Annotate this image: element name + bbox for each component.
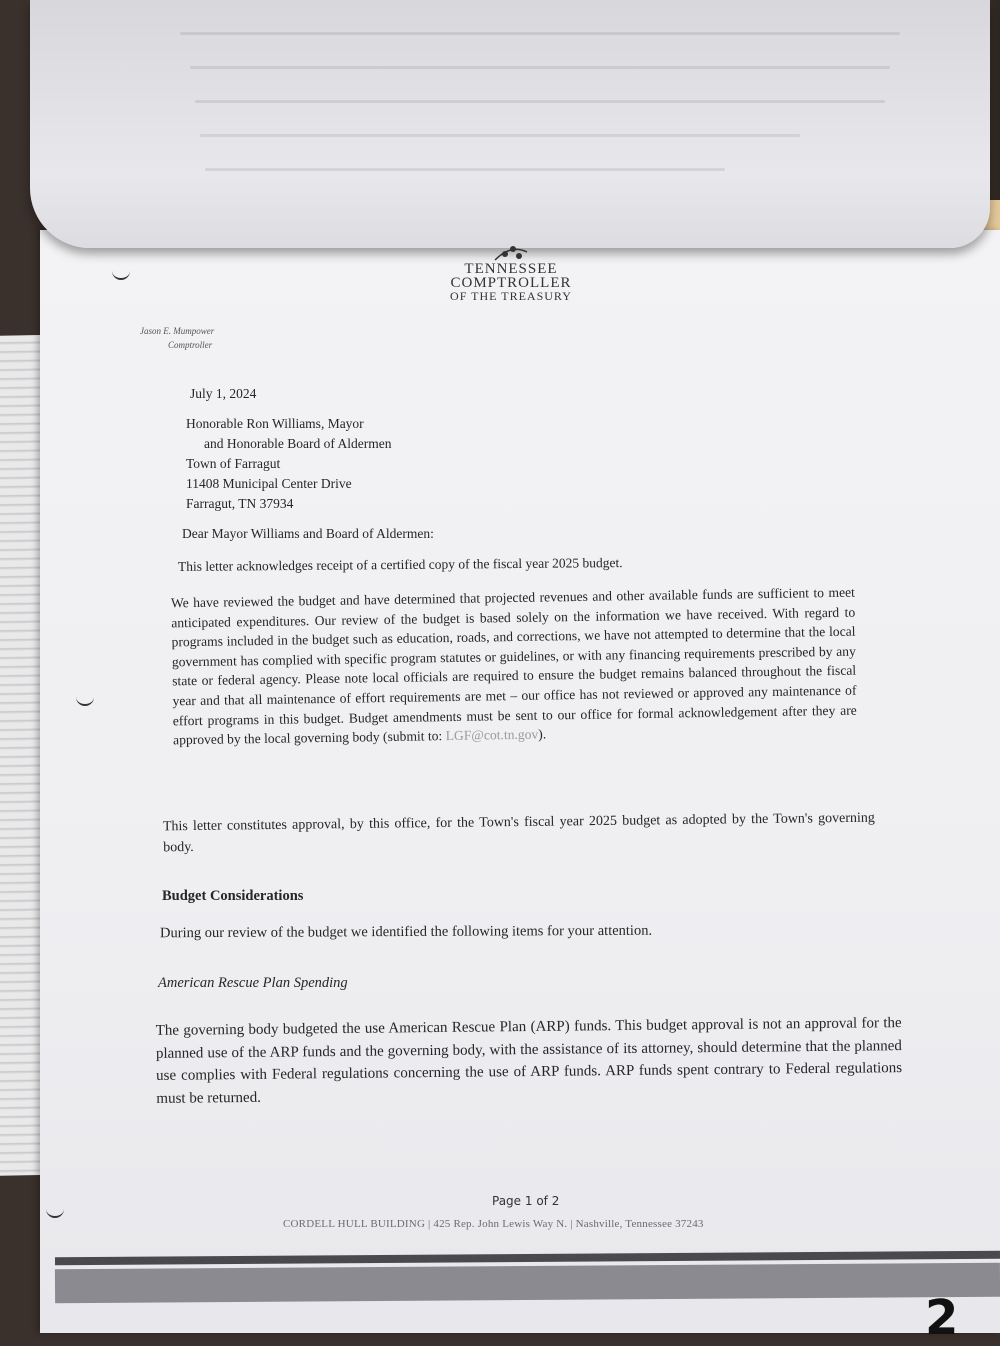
paragraph-review <box>171 583 857 750</box>
letter-page <box>40 230 1000 1333</box>
handwritten-mark: 2 <box>925 1290 959 1346</box>
submission-email-link[interactable]: LGF@cot.tn.gov <box>445 726 539 744</box>
paragraph-approval: This letter constitutes approval, by this office, for the Town's fiscal year 2025 budget as adopted by the Town's governing body. <box>162 810 875 856</box>
letter-footer: CORDELL HULL BUILDING | 425 Rep. John Lewis Way N. | Nashville, Tennessee 37243 <box>283 1218 704 1230</box>
subsection-heading: American Rescue Plan Spending <box>158 975 348 991</box>
address-line: Town of Farragut <box>186 456 281 471</box>
paragraph-receipt: This letter acknowledges receipt of a certified copy of the fiscal year 2025 budget. <box>177 555 623 574</box>
curled-previous-page <box>30 0 990 248</box>
recipient-address <box>186 414 391 514</box>
address-line: Honorable Ron Williams, Mayor <box>186 416 364 431</box>
paragraph-arp: The governing body budgeted the use American Rescue Plan (ARP) funds. This budget approval is not an approval for the planned use of the ARP funds and the governing body, with the assistance of its attorney, should determine that the planned use complies with Federal regulations concerning the use of ARP funds. ARP funds spent contrary to Federal regulations must be returned. <box>155 1015 903 1107</box>
signer-block <box>140 326 214 350</box>
address-line: 11408 Municipal Center Drive <box>186 476 352 491</box>
salutation: Dear Mayor Williams and Board of Aldermen: <box>182 526 434 541</box>
state-seal-icon <box>491 242 531 262</box>
letterhead-line3: OF THE TREASURY <box>450 289 572 303</box>
letterhead-line1: TENNESSEE <box>464 261 558 277</box>
review-text: We have reviewed the budget and have determined that projected revenues and other available funds are sufficient to meet anticipated expenditures. Our review of the budget is based solely on the information we have received. With regard to programs included in the budget such as education, roads, and corrections, we have not attempted to determine that the local government has complied with specific program statutes or guidelines, or with any financing requirements prescribed by any state or federal agency. Please note local officials are required to ensure the budget remains balanced throughout the fiscal year and that all maintenance of effort requirements are met – our office has not reviewed or approved any maintenance of effort programs in this budget. Budget amendments must be sent to our office for formal acknowledgement after they are approved by the local governing body (submit to: <box>170 584 857 748</box>
letter-date: July 1, 2024 <box>190 386 257 401</box>
section-heading: Budget Considerations <box>162 888 304 904</box>
signer-name: Jason E. Mumpower <box>140 326 215 336</box>
letterhead-logo <box>436 242 586 302</box>
address-line: and Honorable Board of Aldermen <box>204 436 392 451</box>
address-line: Farragut, TN 37934 <box>186 496 294 511</box>
review-text-end: ). <box>538 726 547 742</box>
divider-bar <box>55 1263 1000 1304</box>
paragraph-items: During our review of the budget we identified the following items for your attention. <box>159 922 653 942</box>
signer-title: Comptroller <box>168 340 213 350</box>
page-number: Page 1 of 2 <box>492 1194 560 1208</box>
letterhead-line2: COMPTROLLER <box>450 275 572 291</box>
